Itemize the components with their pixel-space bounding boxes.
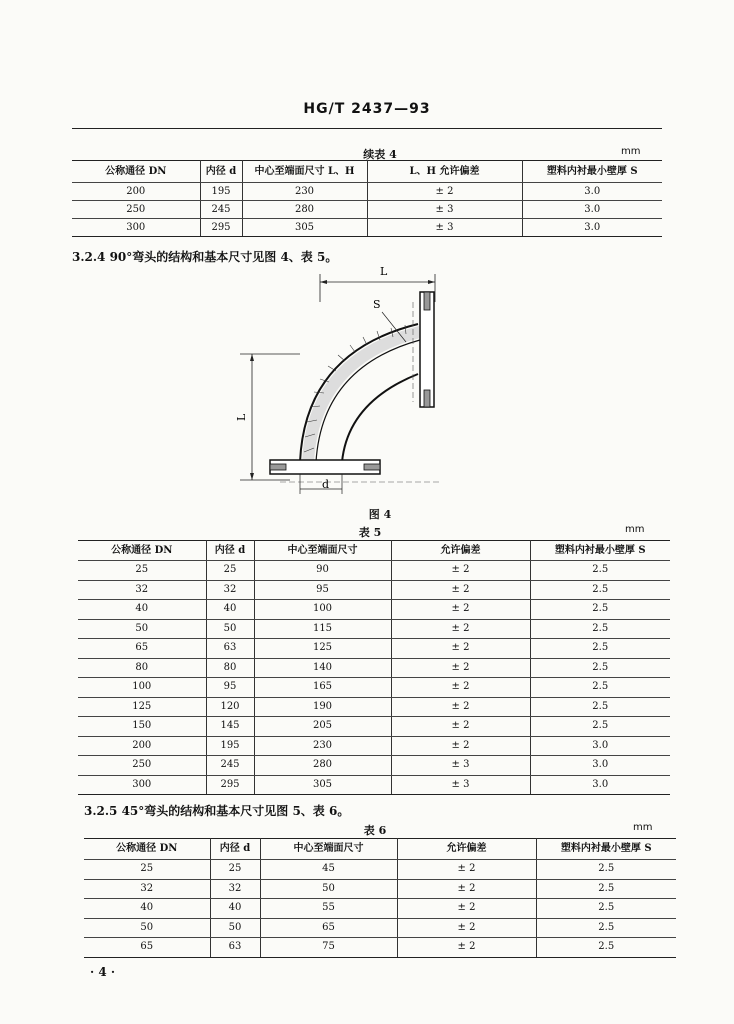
table-cell: 65 (84, 938, 210, 958)
table-cell: 75 (260, 938, 397, 958)
table-row (84, 918, 676, 938)
table-cell: 2.5 (530, 717, 670, 737)
table-cell: 195 (206, 736, 254, 756)
table-cell: 2.5 (530, 619, 670, 639)
table-cell: 2.5 (536, 938, 676, 958)
table-cell: 95 (254, 580, 391, 600)
table-cell: 32 (78, 580, 206, 600)
table-row (78, 678, 670, 698)
column-header: 内径 d (210, 839, 260, 860)
table-cell: ± 2 (391, 736, 530, 756)
table-cell: ± 2 (391, 717, 530, 737)
table-row (78, 639, 670, 659)
table-cell: 2.5 (536, 899, 676, 919)
header-rule (72, 128, 662, 129)
table-row (72, 201, 662, 219)
table-cell: 32 (210, 879, 260, 899)
column-header: 中心至端面尺寸 (254, 541, 391, 561)
figure4-drawing (230, 262, 460, 507)
table-row (78, 775, 670, 795)
table-cell: 63 (206, 639, 254, 659)
column-header: 公称通径 DN (72, 161, 200, 183)
column-header: 塑料内衬最小壁厚 S (536, 839, 676, 860)
table-cell: 40 (84, 899, 210, 919)
table-cell: 65 (260, 918, 397, 938)
table-cell: ± 2 (397, 860, 536, 880)
table-cell: 230 (242, 183, 367, 201)
table6-caption: 表 6 (363, 824, 387, 837)
table-row (78, 600, 670, 620)
table-row (78, 619, 670, 639)
table-cell: ± 2 (391, 619, 530, 639)
table-cell: 100 (78, 678, 206, 698)
table-cell: 150 (78, 717, 206, 737)
table-row (84, 879, 676, 899)
figure4-caption: 图 4 (368, 508, 392, 521)
table-cell: 95 (206, 678, 254, 698)
document-header: HG/T 2437—93 (303, 101, 431, 117)
table6-unit: mm (633, 822, 653, 833)
table-cell: 300 (78, 775, 206, 795)
column-header: 中心至端面尺寸 L、H (242, 161, 367, 183)
table-cell: 195 (200, 183, 242, 201)
table-cell: 305 (254, 775, 391, 795)
table-cell: 295 (206, 775, 254, 795)
table-cell: ± 2 (391, 658, 530, 678)
table-row (78, 717, 670, 737)
column-header: 内径 d (206, 541, 254, 561)
table-cell: 50 (206, 619, 254, 639)
table-cell: 280 (242, 201, 367, 219)
table-cell: 100 (254, 600, 391, 620)
table-cell: ± 2 (391, 678, 530, 698)
table-cell: 2.5 (530, 658, 670, 678)
table-cell: 50 (260, 879, 397, 899)
table4-unit: mm (621, 146, 641, 157)
column-header: 公称通径 DN (78, 541, 206, 561)
table-cell: ± 2 (397, 899, 536, 919)
section-3-2-5-text: 3.2.5 45°弯头的结构和基本尺寸见图 5、表 6。 (84, 804, 350, 818)
table-cell: 300 (72, 219, 200, 237)
table-cell: 3.0 (522, 219, 662, 237)
table-cell: 3.0 (530, 756, 670, 776)
table-cell: ± 2 (391, 639, 530, 659)
table-cell: 80 (78, 658, 206, 678)
table-cell: 145 (206, 717, 254, 737)
figure4-wall-label: S (373, 298, 381, 311)
table-cell: 120 (206, 697, 254, 717)
table-cell: 115 (254, 619, 391, 639)
column-header: 中心至端面尺寸 (260, 839, 397, 860)
table5 (78, 540, 670, 795)
section-3-2-4-text: 3.2.4 90°弯头的结构和基本尺寸见图 4、表 5。 (72, 250, 338, 264)
table-cell: 190 (254, 697, 391, 717)
table-cell: 40 (206, 600, 254, 620)
table-cell: ± 3 (391, 756, 530, 776)
table-cell: 32 (84, 879, 210, 899)
table-cell: 125 (254, 639, 391, 659)
table-cell: ± 2 (397, 918, 536, 938)
table-cell: ± 2 (391, 697, 530, 717)
table-cell: 25 (210, 860, 260, 880)
table-cell: 200 (72, 183, 200, 201)
table-row (78, 756, 670, 776)
table-cell: 2.5 (530, 580, 670, 600)
table-cell: 80 (206, 658, 254, 678)
table-cell: 32 (206, 580, 254, 600)
table-cell: ± 2 (397, 879, 536, 899)
table-cell: 295 (200, 219, 242, 237)
table-cell: 25 (78, 561, 206, 581)
table-cell: 280 (254, 756, 391, 776)
table-cell: 50 (78, 619, 206, 639)
table6 (84, 838, 676, 958)
table-cell: 2.5 (530, 561, 670, 581)
table5-unit: mm (625, 524, 645, 535)
table-row (84, 860, 676, 880)
table-row (72, 183, 662, 201)
table-cell: ± 3 (391, 775, 530, 795)
table-cell: 125 (78, 697, 206, 717)
table-cell: 3.0 (522, 201, 662, 219)
table-cell: 65 (78, 639, 206, 659)
table-cell: 3.0 (530, 736, 670, 756)
table-cell: ± 2 (391, 561, 530, 581)
table-cell: 140 (254, 658, 391, 678)
figure4-bore-label: d (322, 478, 330, 491)
table-row (78, 697, 670, 717)
table-cell: 2.5 (536, 860, 676, 880)
table-cell: ± 3 (367, 201, 522, 219)
table-cell: ± 2 (397, 938, 536, 958)
table-header-row (72, 161, 662, 183)
table-cell: ± 2 (367, 183, 522, 201)
table5-caption: 表 5 (358, 526, 382, 539)
table-cell: ± 2 (391, 600, 530, 620)
table-cell: 25 (206, 561, 254, 581)
table-header-row (84, 839, 676, 860)
table-cell: ± 3 (367, 219, 522, 237)
table-cell: 3.0 (530, 775, 670, 795)
table-row (72, 219, 662, 237)
table-cell: 205 (254, 717, 391, 737)
table-header-row (78, 541, 670, 561)
table-cell: 230 (254, 736, 391, 756)
table-cell: 2.5 (536, 918, 676, 938)
table-row (78, 658, 670, 678)
column-header: L、H 允许偏差 (367, 161, 522, 183)
table-cell: 63 (210, 938, 260, 958)
column-header: 公称通径 DN (84, 839, 210, 860)
table4-caption: 续表 4 (363, 148, 397, 161)
table-cell: 3.0 (522, 183, 662, 201)
table-cell: 2.5 (530, 600, 670, 620)
table-cell: 2.5 (536, 879, 676, 899)
table-row (84, 899, 676, 919)
table-cell: 40 (78, 600, 206, 620)
table-cell: 2.5 (530, 678, 670, 698)
column-header: 允许偏差 (397, 839, 536, 860)
table-cell: 165 (254, 678, 391, 698)
table-row (84, 938, 676, 958)
table-cell: ± 2 (391, 580, 530, 600)
column-header: 内径 d (200, 161, 242, 183)
table-row (78, 561, 670, 581)
page-number: · 4 · (90, 965, 116, 979)
table-cell: 45 (260, 860, 397, 880)
column-header: 允许偏差 (391, 541, 530, 561)
column-header: 塑料内衬最小壁厚 S (522, 161, 662, 183)
figure4-side-dim-label: L (235, 413, 248, 421)
table4 (72, 160, 662, 237)
table-cell: 40 (210, 899, 260, 919)
table-cell: 2.5 (530, 697, 670, 717)
table-cell: 250 (78, 756, 206, 776)
column-header: 塑料内衬最小壁厚 S (530, 541, 670, 561)
table-cell: 50 (84, 918, 210, 938)
table-cell: 250 (72, 201, 200, 219)
table-cell: 200 (78, 736, 206, 756)
table-cell: 305 (242, 219, 367, 237)
table-cell: 2.5 (530, 639, 670, 659)
table-cell: 50 (210, 918, 260, 938)
table-cell: 55 (260, 899, 397, 919)
table-cell: 90 (254, 561, 391, 581)
table-row (78, 736, 670, 756)
figure4-top-dim-label: L (380, 265, 388, 278)
table-row (78, 580, 670, 600)
table-cell: 245 (200, 201, 242, 219)
table-cell: 245 (206, 756, 254, 776)
table-cell: 25 (84, 860, 210, 880)
